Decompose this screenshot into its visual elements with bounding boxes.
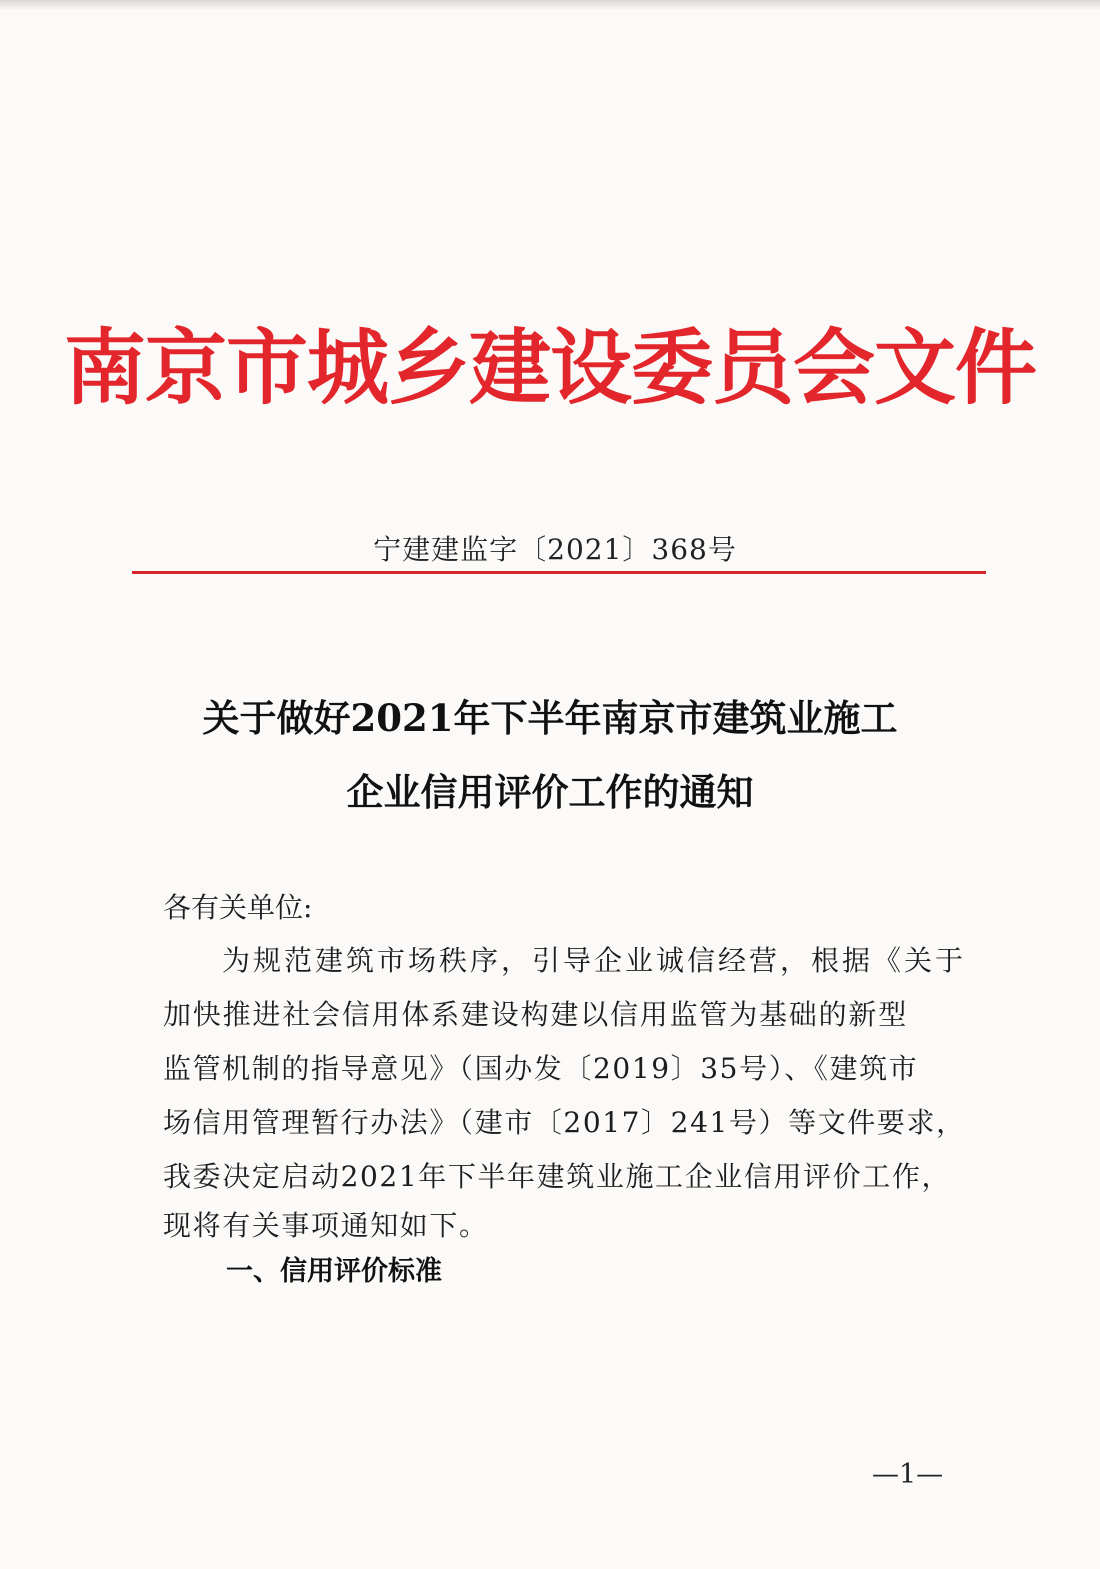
issuer-masthead: 南京市城乡建设委员会文件	[63, 320, 1036, 416]
paragraph-line: 监管机制的指导意见》（国办发〔2019〕35号）、《建筑市	[163, 1052, 919, 1085]
paragraph-line: 场信用管理暂行办法》（建市〔2017〕241号）等文件要求，	[163, 1106, 966, 1139]
document-number: 宁建建监字〔2021〕368号	[373, 533, 737, 566]
paragraph-line: 加快推进社会信用体系建设构建以信用监管为基础的新型	[163, 998, 909, 1031]
salutation: 各有关单位:	[163, 891, 313, 924]
paragraph-line: 为规范建筑市场秩序，引导企业诚信经营，根据《关于	[222, 944, 967, 977]
page-number: —1—	[872, 1459, 944, 1490]
document-title-line-2: 企业信用评价工作的通知	[346, 770, 754, 814]
paragraph-line: 我委决定启动2021年下半年建筑业施工企业信用评价工作，	[163, 1160, 952, 1193]
document-title-line-1: 关于做好2021年下半年南京市建筑业施工	[202, 696, 898, 740]
red-divider-rule	[132, 571, 986, 574]
paragraph-line: 现将有关事项通知如下。	[163, 1209, 489, 1242]
section-heading: 一、信用评价标准	[226, 1256, 442, 1287]
scan-top-edge	[0, 0, 1100, 10]
